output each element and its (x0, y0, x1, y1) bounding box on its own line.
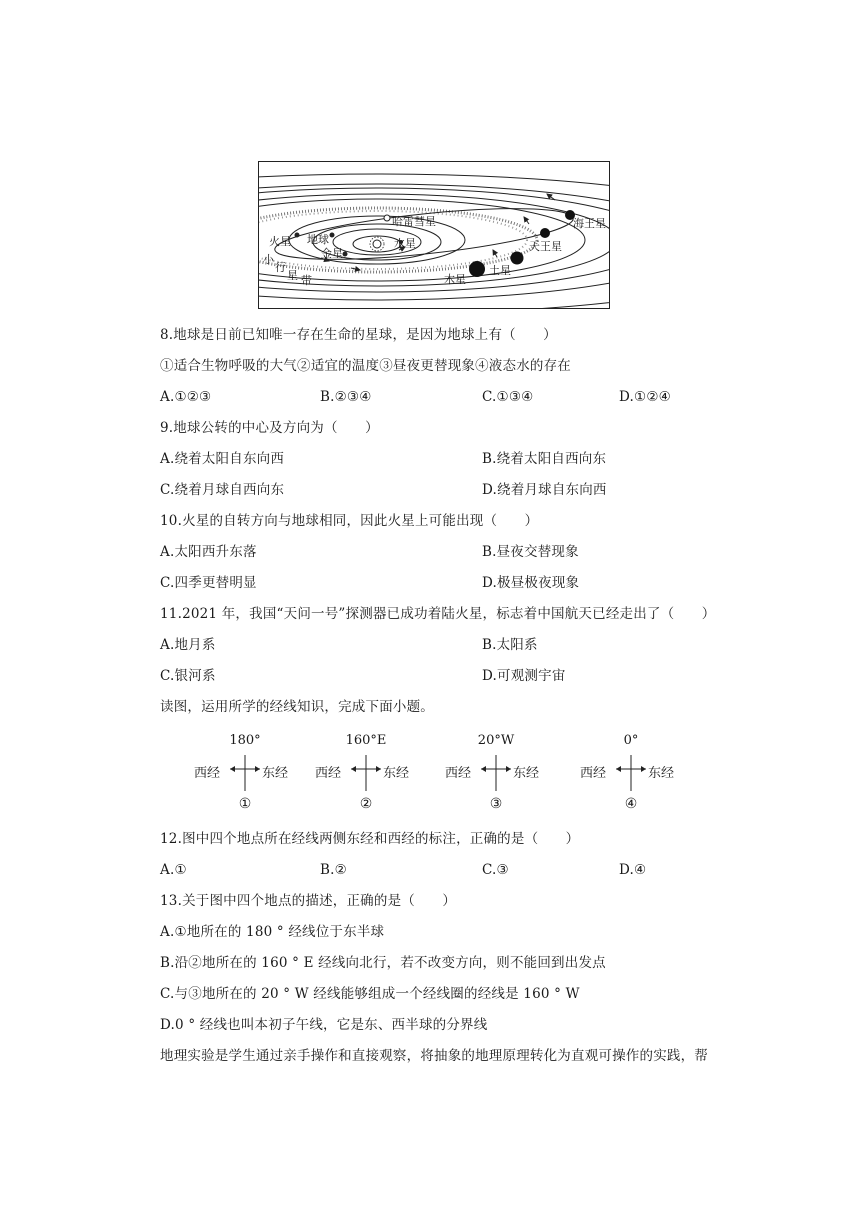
longitude-cross (348, 753, 384, 793)
uranus-label: 天王星 (529, 240, 562, 253)
halley-label: 哈雷彗星 (392, 215, 436, 228)
q10-option-b: B.昼夜交替现象 (482, 544, 579, 560)
location-number: ① (238, 796, 252, 812)
q11-option-c: C.银河系 (160, 668, 216, 684)
q8-option-c: C.①③④ (482, 389, 534, 405)
planet-uranus (540, 228, 550, 238)
planet-jupiter (469, 261, 485, 277)
q8-stem: 8.地球是日前已知唯一存在生命的星球，是因为地球上有（ ） (160, 327, 557, 343)
earth-label: 地球 (307, 233, 329, 246)
q12-option-b: B.② (320, 862, 347, 878)
q12-option-a: A.① (160, 862, 187, 878)
location-number: ③ (489, 796, 503, 812)
q8-conditions: ①适合生物呼吸的大气②适宜的温度③昼夜更替现象④液态水的存在 (160, 358, 571, 374)
longitude-degree: 20°W (477, 733, 515, 748)
east-label: 东经 (513, 766, 540, 781)
q9-option-d: D.绕着月球自东向西 (482, 482, 607, 498)
longitude-cross (478, 753, 514, 793)
planet-venus (343, 252, 348, 257)
q13-option-b: B.沿②地所在的 160 ° E 经线向北行，若不改变方向，则不能回到出发点 (160, 955, 606, 971)
q12-stem: 12.图中四个地点所在经线两侧东经和西经的标注，正确的是（ ） (160, 831, 580, 847)
west-label: 西经 (194, 766, 221, 781)
q13-option-c: C.与③地所在的 20 ° W 经线能够组成一个经线圈的经线是 160 ° W (160, 986, 580, 1002)
longitude-unit-3 (441, 733, 551, 817)
q11-option-b: B.太阳系 (482, 637, 538, 653)
q11-option-d: D.可观测宇宙 (482, 668, 566, 684)
mercury-label: 水星 (394, 237, 416, 250)
q8-option-d: D.①②④ (619, 389, 671, 405)
q12-option-d: D.④ (619, 862, 647, 878)
location-number: ② (359, 796, 373, 812)
planet-earth (330, 233, 335, 238)
q10-option-a: A.太阳西升东落 (160, 544, 257, 560)
saturn-label: 土星 (489, 264, 511, 277)
q13-option-a: A.①地所在的 180 ° 经线位于东半球 (160, 924, 385, 940)
figure2-intro: 读图，运用所学的经线知识，完成下面小题。 (160, 699, 434, 715)
q11-option-a: A.地月系 (160, 637, 216, 653)
east-label: 东经 (383, 766, 410, 781)
asteroid-label-4: 带 (301, 274, 312, 287)
longitude-degree: 160°E (345, 733, 387, 748)
sun (373, 240, 381, 248)
longitude-cross (227, 753, 263, 793)
q9-stem: 9.地球公转的中心及方向为（ ） (160, 420, 379, 436)
neptune-label: 海王星 (573, 217, 606, 230)
longitude-unit-2 (311, 733, 421, 817)
q9-option-a: A.绕着太阳自东向西 (160, 451, 285, 467)
west-label: 西经 (315, 766, 342, 781)
east-label: 东经 (648, 766, 675, 781)
venus-label: 金星 (321, 247, 343, 260)
longitude-cross (613, 753, 649, 793)
asteroid-label-2: 行 (275, 261, 286, 274)
q9-option-c: C.绕着月球自西向东 (160, 482, 285, 498)
q10-stem: 10.火星的自转方向与地球相同，因此火星上可能出现（ ） (160, 513, 539, 529)
q9-option-b: B.绕着太阳自西向东 (482, 451, 607, 467)
q8-option-b: B.②③④ (320, 389, 372, 405)
closing-paragraph: 地理实验是学生通过亲手操作和直接观察，将抽象的地理原理转化为直观可操作的实践，帮 (160, 1048, 708, 1064)
longitude-unit-1 (190, 733, 300, 817)
location-number: ④ (624, 796, 638, 812)
west-label: 西经 (580, 766, 607, 781)
q10-option-d: D.极昼极夜现象 (482, 575, 580, 591)
q10-option-c: C.四季更替明显 (160, 575, 257, 591)
planet-mars (295, 233, 300, 238)
jupiter-label: 木星 (444, 273, 466, 286)
q13-stem: 13.关于图中四个地点的描述，正确的是（ ） (160, 893, 457, 909)
planet-saturn (511, 252, 524, 265)
comet-halley (384, 215, 390, 221)
asteroid-label-1: 小 (263, 253, 274, 266)
mars-label: 火星 (269, 235, 291, 248)
q13-option-d: D.0 ° 经线也叫本初子午线，它是东、西半球的分界线 (160, 1017, 488, 1033)
q12-option-c: C.③ (482, 862, 509, 878)
longitude-unit-4 (576, 733, 686, 817)
q8-option-a: A.①②③ (160, 389, 212, 405)
solar-system-figure (258, 161, 610, 309)
west-label: 西经 (445, 766, 472, 781)
east-label: 东经 (262, 766, 289, 781)
q11-stem: 11.2021 年，我国“天问一号”探测器已成功着陆火星，标志着中国航天已经走出了（ ） (160, 606, 716, 622)
longitude-degree: 0° (623, 733, 639, 748)
longitude-degree: 180° (229, 733, 261, 748)
asteroid-label-3: 星 (287, 269, 298, 282)
